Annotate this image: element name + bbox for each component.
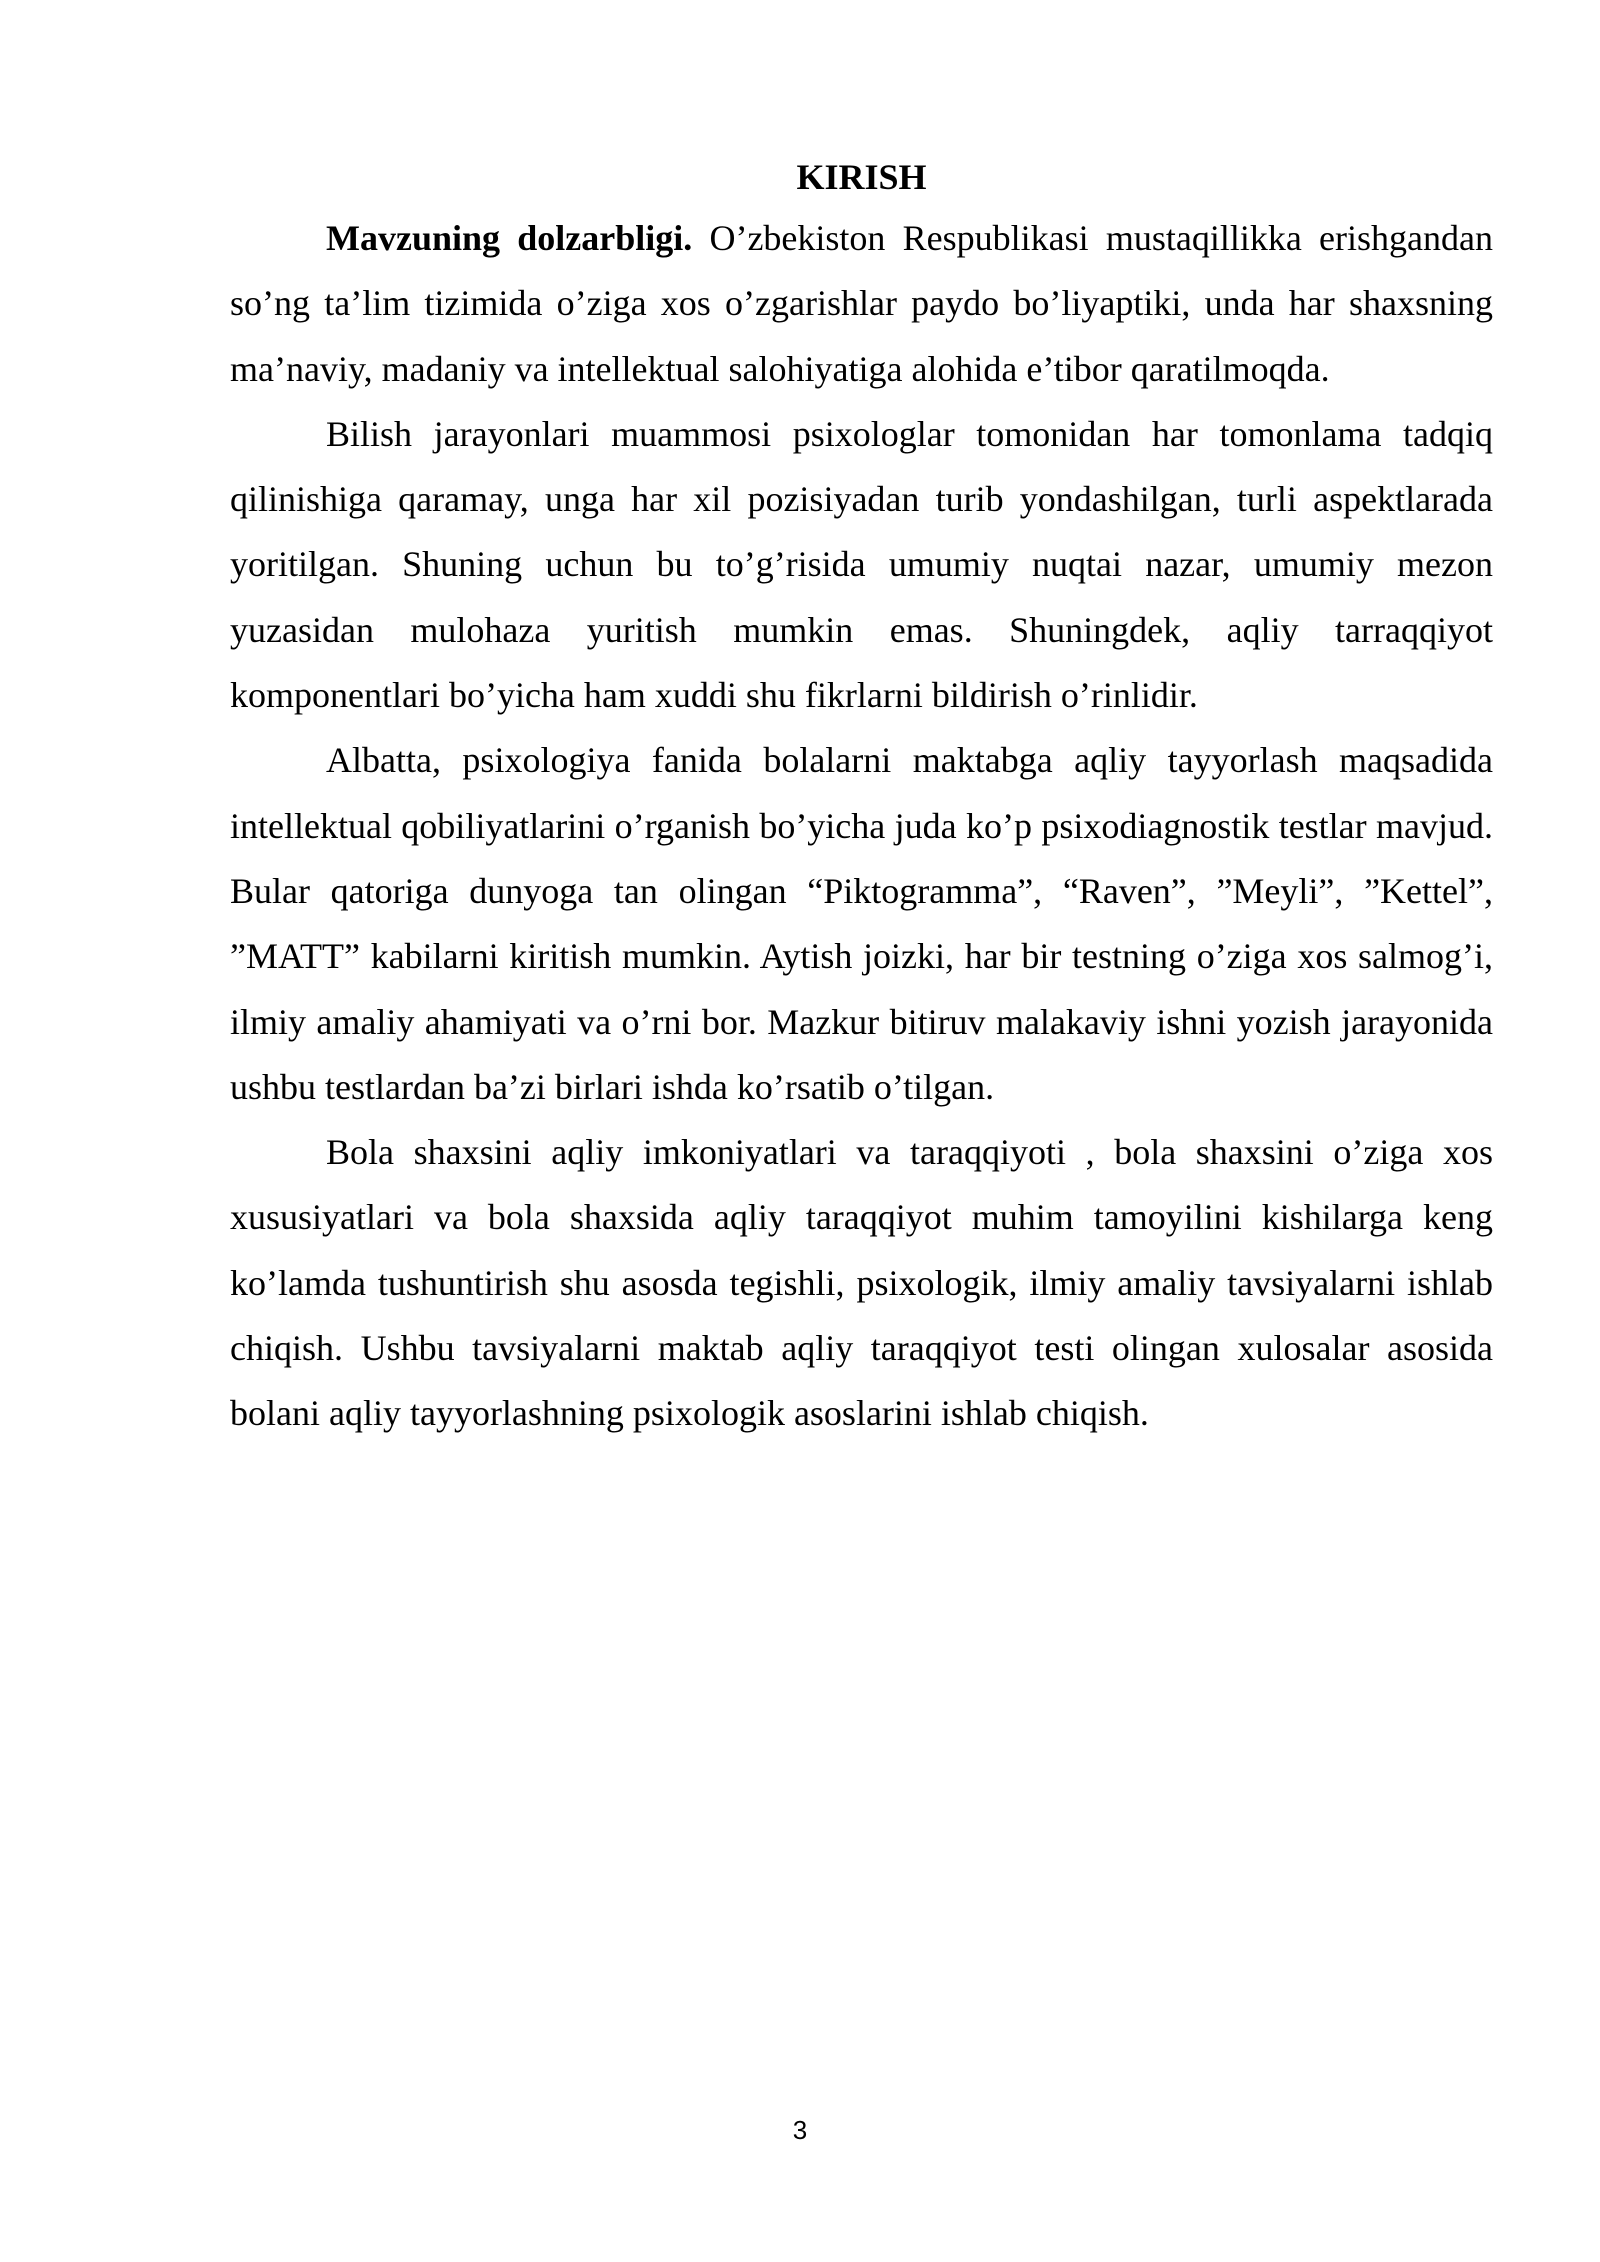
paragraph-1: [230, 206, 1493, 402]
page-content: [230, 148, 1493, 1447]
section-heading: KIRISH: [796, 157, 927, 197]
page-number: 3: [792, 2115, 808, 2145]
paragraph-lead: Mavzuning dolzarbligi.: [326, 218, 693, 258]
paragraph-3: Albatta, psixologiya fanida bolalarni maktabga aqliy tayyorlash maqsadida intellektual qobiliyatlarini o’rganish bo’yicha juda ko’p psixodiagnostik testlar mavjud. Bular qatoriga dunyoga tan olingan “Piktogramma”, “Raven”, ”Meyli”, ”Kettel”, ”MATT” kabilarni kiritish mumkin. Aytish joizki, har bir testning o’ziga xos salmog’i, ilmiy amaliy ahamiyati va o’rni bor. Mazkur bitiruv malakaviy ishni yozish jarayonida ushbu testlardan ba’zi birlari ishda ko’rsatib o’tilgan.: [230, 740, 1493, 1107]
paragraph-text: O’zbekiston Respublikasi mustaqillikka erishgandan so’ng ta’lim tizimida o’ziga xos o’zgarishlar paydo bo’liyaptiki, unda har shaxsning ma’naviy, madaniy va intellektual salohiyatiga alohida e’tibor qaratilmoqda.: [230, 218, 1493, 389]
paragraph-4: Bola shaxsini aqliy imkoniyatlari va taraqqiyoti , bola shaxsini o’ziga xos xususiyatlari va bola shaxsida aqliy taraqqiyot muhim tamoyilini kishilarga keng ko’lamda tushuntirish shu asosda tegishli, psixologik, ilmiy amaliy tavsiyalarni ishlab chiqish. Ushbu tavsiyalarni maktab aqliy taraqqiyot testi olingan xulosalar asosida bolani aqliy tayyorlashning psixologik asoslarini ishlab chiqish.: [230, 1132, 1493, 1434]
paragraph-2: Bilish jarayonlari muammosi psixologlar tomonidan har tomonlama tadqiq qilinishiga qaramay, unga har xil pozisiyadan turib yondashilgan, turli aspektlarada yoritilgan. Shuning uchun bu to’g’risida umumiy nuqtai nazar, umumiy mezon yuzasidan mulohaza yuritish mumkin emas. Shuningdek, aqliy tarraqqiyot komponentlari bo’yicha ham xuddi shu fikrlarni bildirish o’rinlidir.: [230, 413, 1493, 716]
